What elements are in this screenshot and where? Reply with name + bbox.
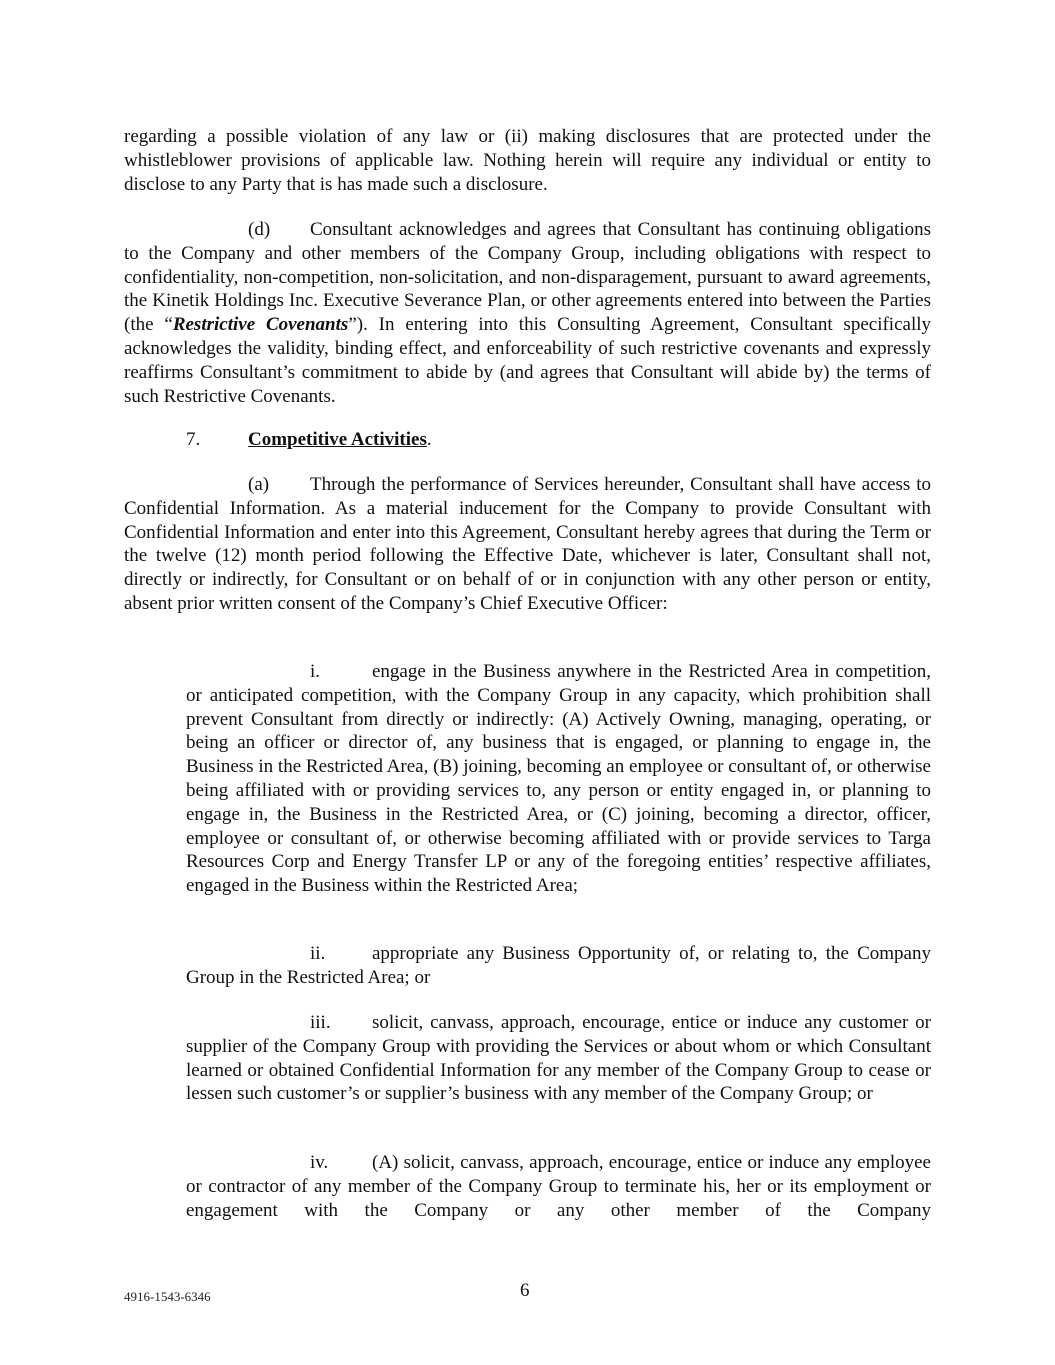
- section-7-heading: [186, 428, 432, 452]
- list-item-ii-text: appropriate any Business Opportunity of, or relating to, the Company Group in the Restricted Area; or: [186, 943, 931, 988]
- section-7-number: 7.: [186, 429, 201, 450]
- list-item-i-label: i.: [310, 661, 321, 682]
- list-item-iv-text: (A) solicit, canvass, approach, encourage, entice or induce any employee or contractor of any member of the Company Group to terminate his, her or its employment or engagement with the Company or any other member of the Company: [186, 1152, 931, 1221]
- paragraph-continuation-text: regarding a possible violation of any law or (ii) making disclosures that are protected under the whistleblower provisions of applicable law. Nothing herein will require any individual or entity to disclose to any Party that is has made such a disclosure.: [124, 126, 931, 195]
- list-item-iii-label: iii.: [310, 1012, 331, 1033]
- paragraph-d: [124, 218, 931, 408]
- list-item-i: [186, 660, 931, 898]
- paragraph-continuation: [124, 125, 931, 196]
- list-item-iv-label: iv.: [310, 1152, 329, 1173]
- list-item-iv: [186, 1151, 931, 1222]
- list-item-iii-text: solicit, canvass, approach, encourage, entice or induce any customer or supplier of the Company Group with providing the Services or about whom or which Consultant learned or obtained Confidential Information for any member of the Company Group to cease or lessen such customer’s or supplier’s business with any member of the Company Group; or: [186, 1012, 931, 1105]
- paragraph-a-label: (a): [248, 474, 270, 495]
- paragraph-d-text-before: Consultant acknowledges and agrees that Consultant has continuing obligations to the Company and other members of the Company Group, including obligations with respect to confidentiality, non-competition, non-solicitation, and non-disparagement, pursuant to award agreements, the Kinetik Holdings Inc. Executive Severance Plan, or other agreements entered into between the Parties (the “: [124, 219, 931, 336]
- section-7-title: Competitive Activities: [248, 429, 427, 450]
- list-item-i-text: engage in the Business anywhere in the Restricted Area in competition, or anticipated competition, with the Company Group in any capacity, which prohibition shall prevent Consultant from directly or indirectly: (A) Actively Owning, managing, operating, or being an officer or director of, any business that is engaged, or planning to engage in, the Business in the Restricted Area, (B) joining, becoming an employee or consultant of, or otherwise being affiliated with or providing services to, any person or entity engaged in, or planning to engage in, the Business in the Restricted Area, or (C) joining, becoming a director, officer, employee or consultant of, or otherwise becoming affiliated with or provide services to Targa Resources Corp and Energy Transfer LP or any of the foregoing entities’ respective affiliates, engaged in the Business within the Restricted Area;: [186, 661, 931, 897]
- defined-term-restrictive-covenants: Restrictive Covenants: [172, 314, 349, 336]
- footer-page-number: 6: [520, 1280, 530, 1301]
- footer-document-id: 4916-1543-6346: [124, 1289, 211, 1304]
- section-7-period: .: [426, 429, 432, 450]
- paragraph-a-text: Through the performance of Services hereunder, Consultant shall have access to Confidential Information. As a material inducement for the Company to provide Consultant with Confidential Information and enter into this Agreement, Consultant hereby agrees that during the Term or the twelve (12) month period following the Effective Date, whichever is later, Consultant shall not, directly or indirectly, for Consultant or on behalf of or in conjunction with any other person or entity, absent prior written consent of the Company’s Chief Executive Officer:: [124, 474, 931, 614]
- list-item-iii: [186, 1011, 931, 1106]
- list-item-ii-label: ii.: [310, 943, 326, 964]
- paragraph-d-text-after: ”). In entering into this Consulting Agreement, Consultant specifically acknowledges the validity, binding effect, and enforceability of such restrictive covenants and expressly reaffirms Consultant’s commitment to abide by (and agrees that Consultant will abide by) the terms of such Restrictive Covenants.: [124, 314, 932, 407]
- list-item-ii: [186, 942, 931, 990]
- paragraph-a: [124, 473, 931, 616]
- paragraph-d-label: (d): [248, 219, 271, 240]
